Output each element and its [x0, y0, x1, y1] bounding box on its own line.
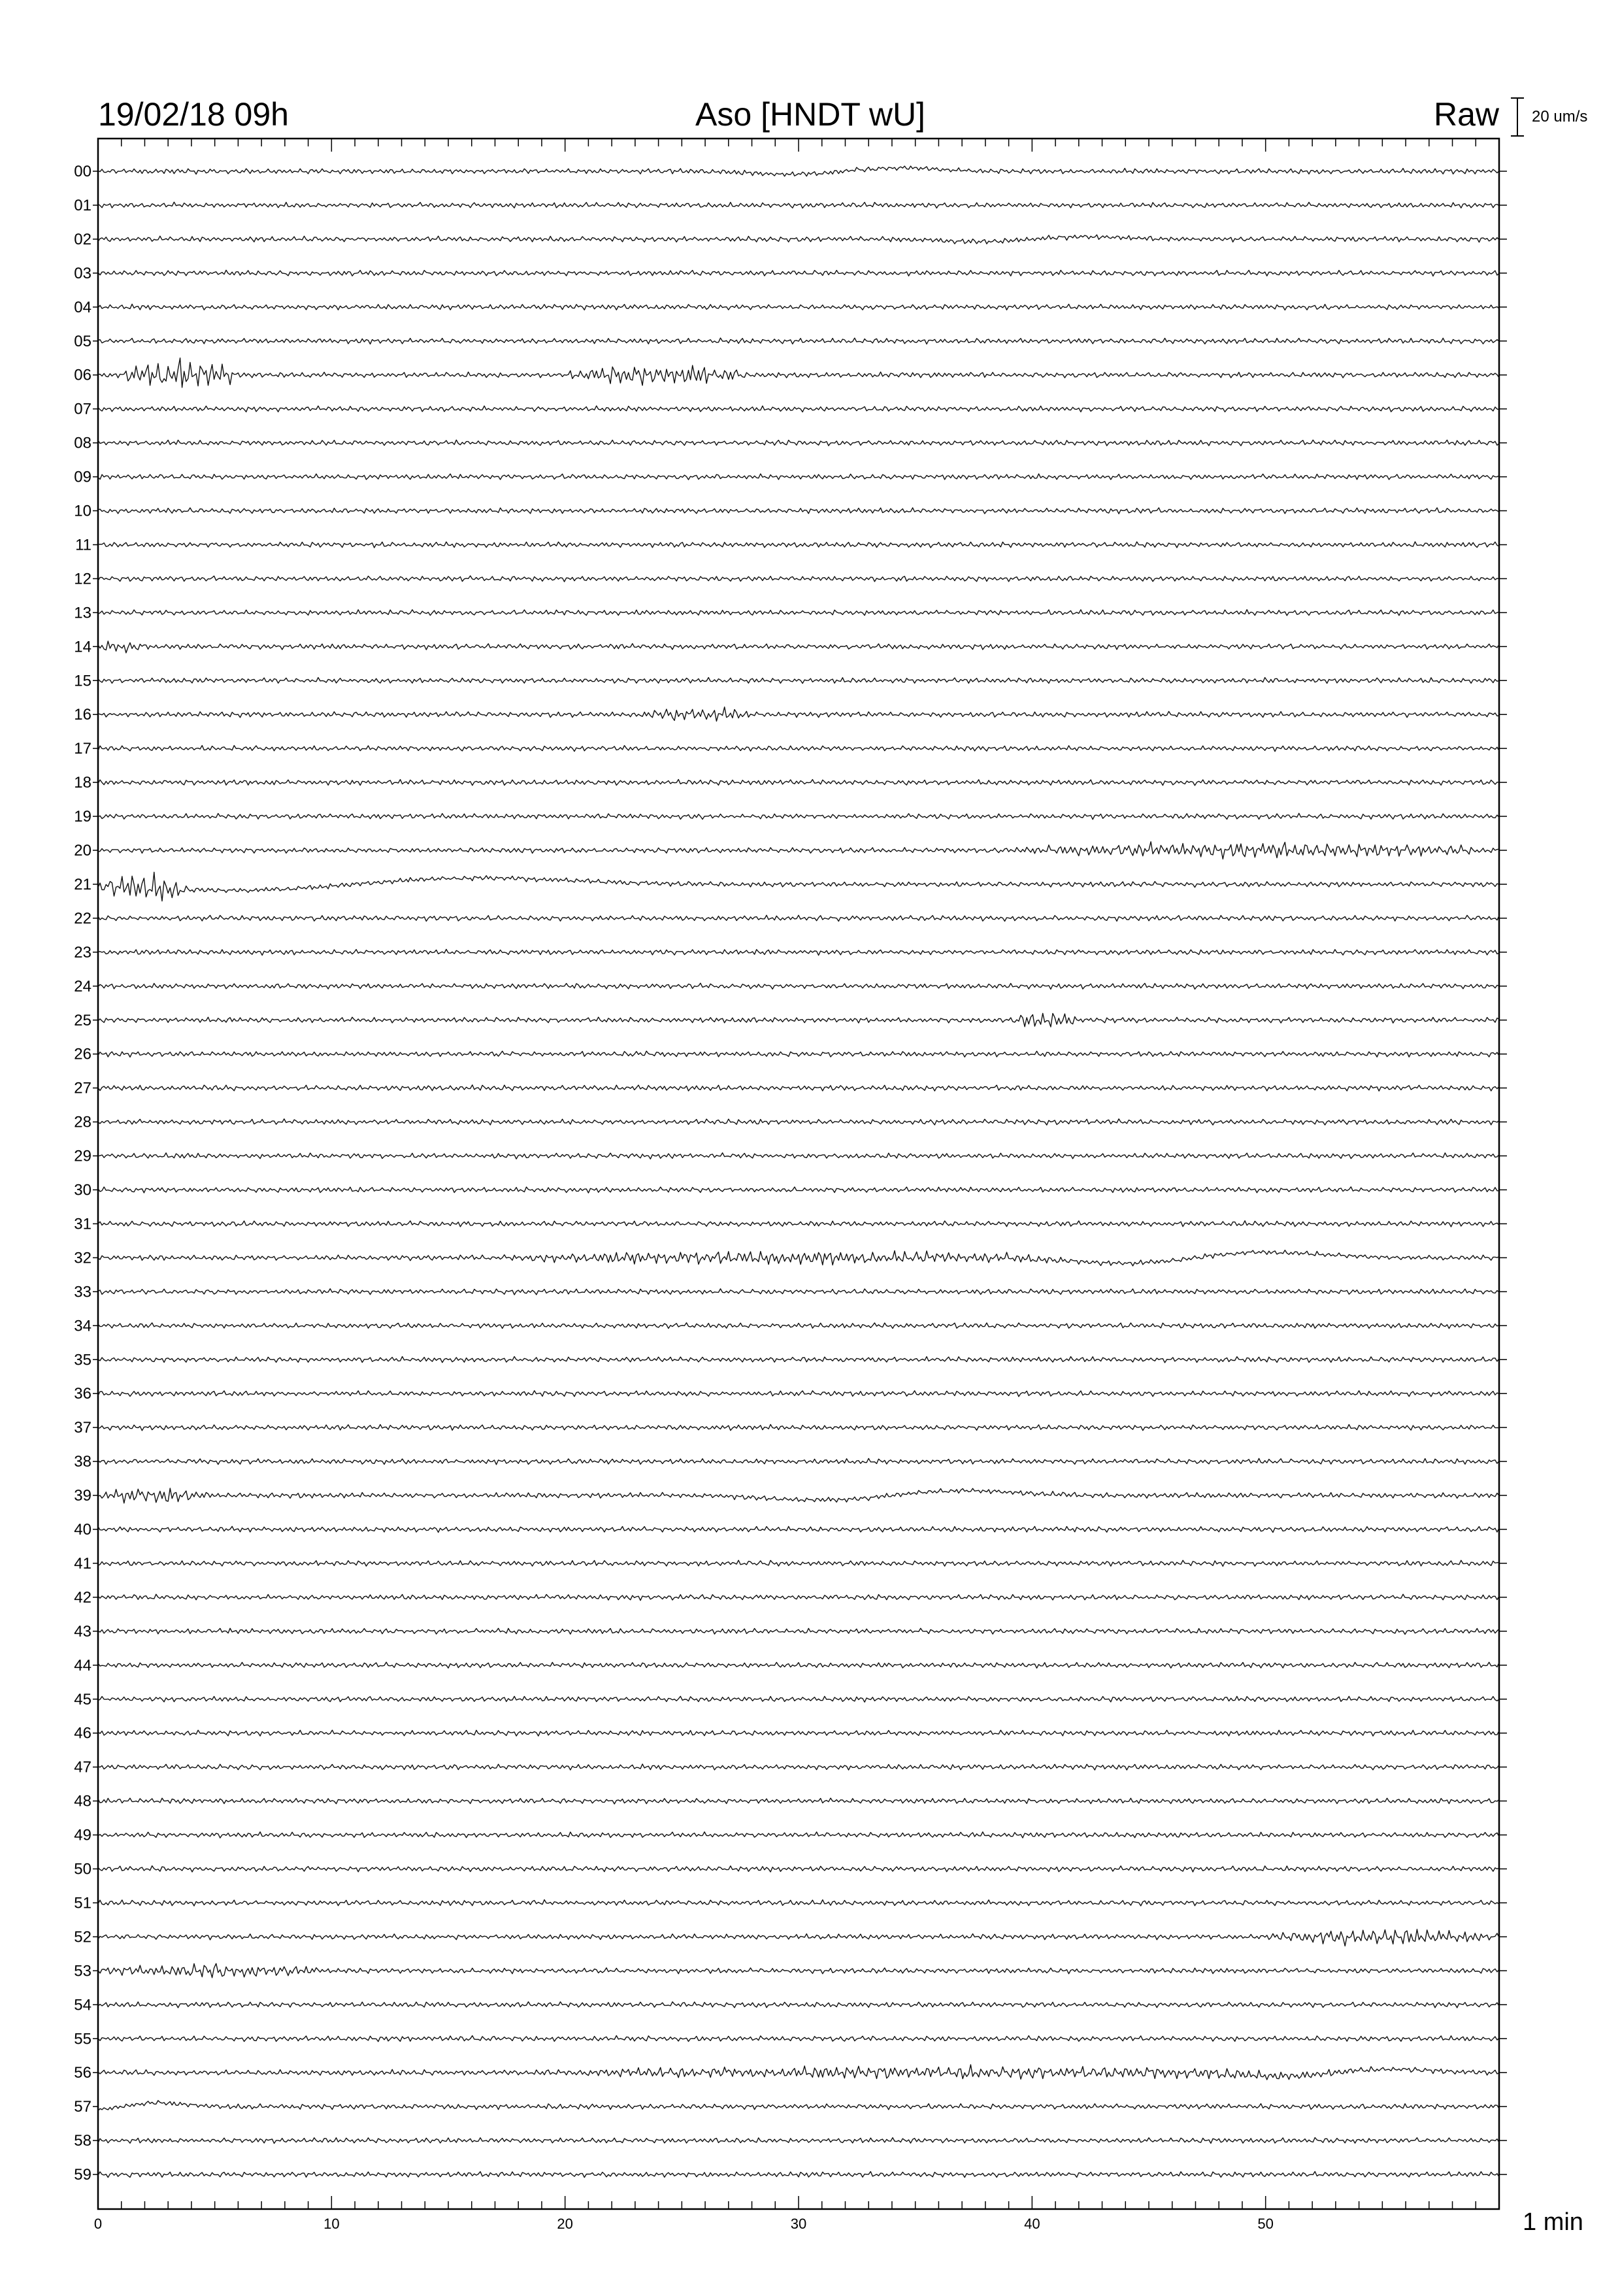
row-label: 03 — [74, 264, 91, 282]
row-label: 38 — [74, 1453, 91, 1471]
row-label: 37 — [74, 1419, 91, 1437]
x-tick-label: 40 — [1024, 2216, 1040, 2232]
row-label: 39 — [74, 1487, 91, 1505]
trace-row-15 — [98, 678, 1499, 684]
trace-row-14 — [98, 641, 1499, 653]
trace-row-33 — [98, 1289, 1499, 1295]
row-label: 54 — [74, 1996, 91, 2014]
row-label: 30 — [74, 1181, 91, 1199]
station-title: Aso [HNDT wU] — [695, 96, 925, 133]
seismic-traces — [98, 166, 1499, 2177]
row-label: 36 — [74, 1385, 91, 1403]
trace-row-58 — [98, 2138, 1499, 2144]
trace-row-18 — [98, 780, 1499, 786]
trace-row-16 — [98, 707, 1499, 722]
trace-row-03 — [98, 270, 1499, 276]
trace-row-01 — [98, 202, 1499, 208]
trace-row-41 — [98, 1560, 1499, 1566]
row-label: 01 — [74, 196, 91, 214]
row-label: 43 — [74, 1622, 91, 1640]
trace-row-43 — [98, 1628, 1499, 1634]
row-label: 08 — [74, 434, 91, 452]
trace-row-25 — [98, 1013, 1499, 1027]
trace-row-35 — [98, 1357, 1499, 1363]
row-label: 50 — [74, 1860, 91, 1878]
trace-row-52 — [98, 1929, 1499, 1946]
top-minute-ticks — [98, 139, 1499, 152]
trace-row-06 — [98, 358, 1499, 388]
trace-row-10 — [98, 508, 1499, 514]
row-label: 09 — [74, 468, 91, 486]
row-label: 10 — [74, 502, 91, 520]
trace-row-34 — [98, 1323, 1499, 1329]
row-label: 28 — [74, 1113, 91, 1131]
trace-row-09 — [98, 474, 1499, 480]
trace-row-57 — [98, 2101, 1499, 2111]
row-label: 33 — [74, 1283, 91, 1301]
trace-row-49 — [98, 1832, 1499, 1838]
trace-row-36 — [98, 1391, 1499, 1397]
date-label: 19/02/18 09h — [98, 96, 289, 133]
row-label: 15 — [74, 672, 91, 690]
row-label: 04 — [74, 298, 91, 316]
trace-row-05 — [98, 338, 1499, 344]
trace-row-38 — [98, 1459, 1499, 1465]
row-label: 13 — [74, 604, 91, 622]
trace-row-28 — [98, 1119, 1499, 1125]
plot-frame — [98, 139, 1499, 2209]
trace-row-29 — [98, 1153, 1499, 1159]
trace-row-59 — [98, 2172, 1499, 2178]
row-label: 11 — [75, 536, 91, 554]
trace-row-12 — [98, 576, 1499, 582]
row-label: 53 — [74, 1962, 91, 1980]
trace-row-20 — [98, 842, 1499, 859]
trace-row-19 — [98, 813, 1499, 819]
trace-row-07 — [98, 406, 1499, 412]
trace-row-21 — [98, 872, 1499, 901]
trace-row-04 — [98, 304, 1499, 310]
trace-row-17 — [98, 746, 1499, 752]
row-label: 44 — [74, 1656, 91, 1674]
x-tick-label: 30 — [790, 2216, 807, 2232]
row-label: 41 — [74, 1554, 91, 1572]
row-label: 00 — [74, 163, 91, 180]
trace-row-51 — [98, 1900, 1499, 1906]
row-label: 46 — [74, 1724, 91, 1742]
row-label: 24 — [74, 977, 91, 995]
row-label: 06 — [74, 366, 91, 384]
x-tick-label: 0 — [93, 2216, 103, 2232]
x-tick-label: 50 — [1257, 2216, 1274, 2232]
trace-row-54 — [98, 2002, 1499, 2008]
row-label: 48 — [74, 1792, 91, 1810]
row-label: 51 — [74, 1894, 91, 1912]
trace-row-08 — [98, 440, 1499, 446]
row-label: 34 — [74, 1317, 91, 1335]
row-label: 07 — [74, 400, 91, 418]
row-label: 58 — [74, 2132, 91, 2150]
row-label: 21 — [74, 875, 91, 893]
trace-row-23 — [98, 950, 1499, 956]
row-label: 17 — [74, 740, 91, 758]
x-axis-unit-label: 1 min — [1523, 2208, 1583, 2236]
row-label: 18 — [74, 774, 91, 792]
trace-row-48 — [98, 1798, 1499, 1804]
row-label: 29 — [74, 1147, 91, 1165]
amplitude-scale-bar — [1511, 98, 1587, 136]
trace-row-11 — [98, 542, 1499, 548]
row-label: 20 — [74, 842, 91, 859]
row-label: 26 — [74, 1045, 91, 1063]
row-label: 47 — [74, 1758, 91, 1776]
row-label: 23 — [74, 943, 91, 961]
scale-label: 20 um/s — [1532, 108, 1588, 125]
mode-label: Raw — [1433, 96, 1499, 133]
row-label: 56 — [74, 2064, 91, 2082]
trace-row-32 — [98, 1250, 1499, 1266]
row-label: 16 — [74, 706, 91, 724]
row-label: 59 — [74, 2166, 91, 2184]
trace-row-26 — [98, 1051, 1499, 1057]
row-label: 42 — [74, 1588, 91, 1606]
trace-row-24 — [98, 983, 1499, 989]
trace-row-13 — [98, 610, 1499, 616]
row-label: 40 — [74, 1521, 91, 1539]
row-label: 57 — [74, 2098, 91, 2116]
row-label: 05 — [74, 332, 91, 350]
row-label: 35 — [74, 1351, 91, 1369]
trace-row-27 — [98, 1085, 1499, 1091]
trace-row-47 — [98, 1764, 1499, 1770]
row-label: 31 — [74, 1215, 91, 1233]
trace-row-00 — [98, 166, 1499, 176]
row-labels — [74, 163, 1507, 2184]
trace-row-42 — [98, 1594, 1499, 1600]
row-label: 49 — [74, 1826, 91, 1844]
row-label: 12 — [74, 570, 91, 588]
x-tick-label: 10 — [323, 2216, 340, 2232]
trace-row-30 — [98, 1187, 1499, 1193]
trace-row-39 — [98, 1488, 1499, 1503]
trace-row-22 — [98, 915, 1499, 921]
row-label: 25 — [74, 1011, 91, 1029]
trace-row-02 — [98, 235, 1499, 244]
bottom-minute-ticks — [94, 2196, 1499, 2232]
row-label: 55 — [74, 2030, 91, 2048]
x-tick-label: 20 — [557, 2216, 573, 2232]
row-label: 19 — [74, 808, 91, 826]
trace-row-50 — [98, 1866, 1499, 1872]
row-label: 22 — [74, 909, 91, 927]
trace-row-44 — [98, 1662, 1499, 1668]
row-label: 02 — [74, 230, 91, 248]
row-label: 45 — [74, 1690, 91, 1708]
row-label: 27 — [74, 1079, 91, 1097]
trace-row-37 — [98, 1425, 1499, 1431]
trace-row-53 — [98, 1963, 1499, 1978]
trace-row-46 — [98, 1730, 1499, 1736]
trace-row-56 — [98, 2065, 1499, 2080]
trace-row-55 — [98, 2036, 1499, 2042]
row-label: 32 — [74, 1249, 91, 1267]
trace-row-40 — [98, 1526, 1499, 1532]
trace-row-31 — [98, 1221, 1499, 1227]
row-label: 52 — [74, 1928, 91, 1946]
row-label: 14 — [74, 638, 91, 656]
trace-row-45 — [98, 1696, 1499, 1702]
